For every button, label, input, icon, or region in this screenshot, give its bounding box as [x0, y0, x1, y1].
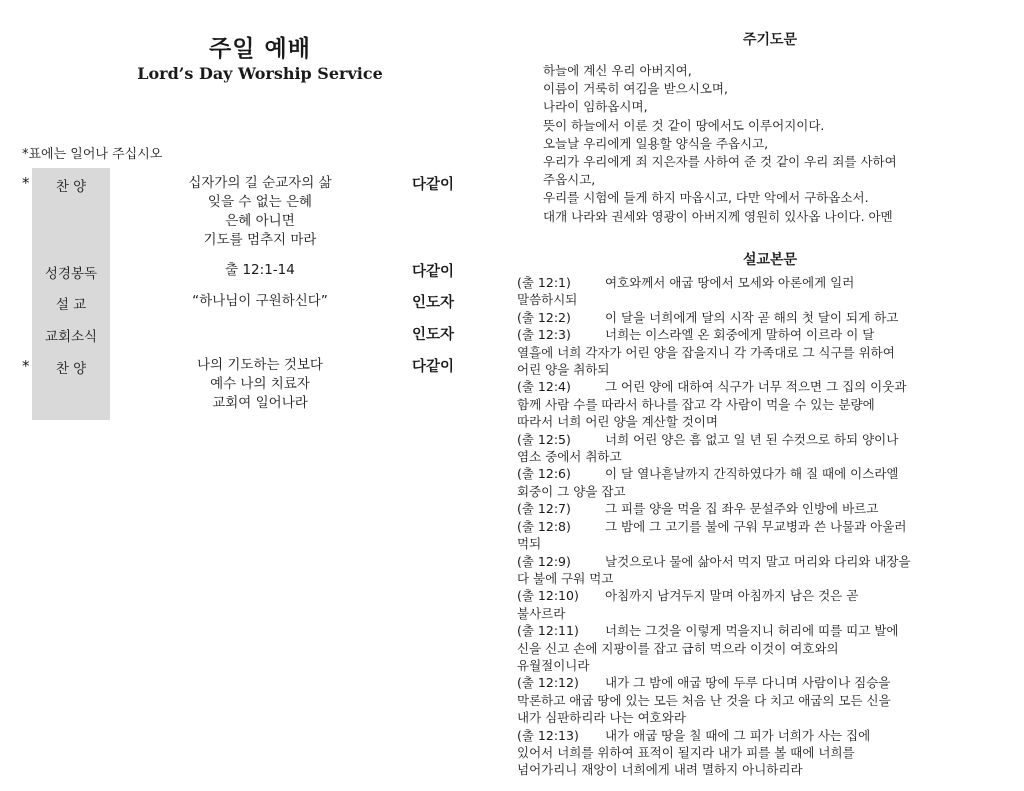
prayer-line: 하늘에 계신 우리 아버지여,	[543, 63, 692, 78]
verse-text: 말씀하시되	[517, 292, 578, 308]
verse-text: 먹되	[517, 536, 542, 552]
verse-line	[517, 291, 977, 308]
verse-line	[517, 448, 977, 465]
hymn-line: 기도를 멈추지 마라	[203, 232, 317, 248]
order-label: 찬 양	[55, 361, 87, 377]
prayer-text	[543, 62, 983, 226]
verse-text: 이 달을 너희에게 달의 시작 곧 해의 첫 달이 되게 하고	[605, 309, 899, 325]
verse-reference: (출 12:3)	[517, 327, 571, 343]
verse-text: 내가 심판하리라 나는 여호와라	[517, 710, 686, 726]
prayer-line: 나라이 임하옵시며,	[543, 99, 648, 115]
prayer-title: 주기도문	[742, 32, 798, 48]
verse-line	[517, 309, 977, 326]
verse-reference: (출 12:1)	[517, 275, 571, 290]
verse-line	[517, 483, 977, 500]
verse-reference: (출 12:13)	[517, 727, 579, 743]
prayer-line: 주옵시고,	[543, 172, 596, 188]
hymn-line: 나의 기도하는 것보다	[197, 357, 323, 373]
order-response: 다같이	[412, 264, 455, 280]
verse-line	[517, 518, 977, 535]
verse-text: 내가 그 밤에 애굽 땅에 두루 다니며 사람이나 짐승을	[605, 675, 891, 691]
order-label: 찬 양	[55, 179, 87, 195]
verse-line	[517, 465, 977, 482]
page-subtitle: Lord’s Day Worship Service	[137, 64, 383, 83]
verse-line	[517, 553, 977, 570]
verse-line	[517, 396, 977, 413]
prayer-line: 우리를 시험에 들게 하지 마옵시고, 다만 악에서 구하옵소서.	[543, 190, 869, 206]
verse-text: 열흘에 너희 각자가 어린 양을 잡을지니 각 가족대로 그 식구를 위하여	[517, 344, 895, 360]
order-label: 교회소식	[44, 329, 98, 345]
verse-text: 불사르라	[517, 605, 566, 621]
verse-text: 다 불에 구워 먹고	[517, 570, 614, 586]
verse-reference: (출 12:4)	[517, 379, 571, 395]
verse-line	[517, 378, 977, 395]
verse-line	[517, 361, 977, 378]
verse-line	[517, 570, 977, 587]
order-response: 다같이	[412, 177, 455, 193]
verse-text: 회중이 그 양을 잡고	[517, 483, 626, 499]
verse-line	[517, 727, 977, 744]
order-label: 설 교	[55, 297, 87, 313]
verse-reference: (출 12:7)	[517, 501, 571, 517]
standing-note: *표에는 일어나 주십시오	[22, 147, 163, 162]
verse-text: 함께 사람 수를 따라서 하나를 잡고 각 사람이 먹을 수 있는 분량에	[517, 396, 875, 412]
order-response: 인도자	[412, 295, 455, 311]
verse-reference: (출 12:5)	[517, 431, 571, 447]
standing-marker: *	[22, 357, 30, 375]
hymn-line: 교회여 일어나라	[212, 395, 308, 411]
verse-line	[517, 657, 977, 674]
verse-reference: (출 12:8)	[517, 518, 571, 534]
verse-text: 따라서 너희 어린 양을 계산할 것이며	[517, 414, 718, 430]
verse-text: 신을 신고 손에 지팡이를 잡고 급히 먹으라 이것이 여호와의	[517, 640, 839, 656]
verse-line	[517, 535, 977, 552]
verse-line	[517, 605, 977, 622]
verse-reference: (출 12:12)	[517, 675, 579, 691]
verse-line	[517, 413, 977, 430]
verse-line	[517, 431, 977, 448]
verse-line	[517, 587, 977, 604]
verse-text: 그 밤에 그 고기를 불에 구워 무교병과 쓴 나물과 아울러	[605, 518, 907, 534]
verse-reference: (출 12:11)	[517, 623, 579, 639]
verse-line	[517, 692, 977, 709]
verse-line	[517, 709, 977, 726]
verse-line	[517, 674, 977, 691]
verse-reference: (출 12:6)	[517, 466, 571, 482]
order-response: 다같이	[412, 359, 455, 375]
verse-text: 염소 중에서 취하고	[517, 449, 622, 465]
verse-line	[517, 326, 977, 343]
prayer-line: 뜻이 하늘에서 이룬 것 같이 땅에서도 이루어지이다.	[543, 117, 825, 133]
verse-text: 막론하고 애굽 땅에 있는 모든 처음 난 것을 다 치고 애굽의 모든 신을	[517, 692, 891, 708]
scripture-text	[517, 274, 977, 779]
verse-line	[517, 500, 977, 517]
standing-marker: *	[22, 174, 30, 192]
hymn-line: 예수 나의 치료자	[210, 376, 310, 392]
verse-text: 어린 양을 취하되	[517, 362, 610, 378]
prayer-line: 이름이 거룩히 여김을 받으시오며,	[543, 81, 728, 97]
page-title: 주일 예배	[209, 36, 311, 62]
verse-line	[517, 761, 977, 778]
order-label: 성경봉독	[44, 266, 98, 282]
sermon-title: “하나님이 구원하신다”	[192, 293, 328, 309]
verse-text: 이 달 열나흗날까지 간직하였다가 해 질 때에 이스라엘	[605, 466, 899, 482]
verse-line	[517, 744, 977, 761]
verse-text: 너희는 이스라엘 온 회중에게 말하여 이르라 이 달	[605, 327, 875, 343]
verse-reference: (출 12:2)	[517, 309, 571, 325]
verse-text: 그 피를 양을 먹을 집 좌우 문설주와 인방에 바르고	[605, 501, 879, 517]
prayer-line: 대개 나라와 권세와 영광이 아버지께 영원히 있사옵 나이다. 아멘	[543, 208, 893, 224]
hymn-line: 잊을 수 없는 은혜	[207, 194, 313, 210]
prayer-line: 오늘날 우리에게 일용할 양식을 주옵시고,	[543, 135, 769, 151]
verse-text: 아침까지 남겨두지 말며 아침까지 남은 것은 곧	[605, 588, 859, 604]
order-response: 인도자	[412, 327, 455, 343]
scripture-reference: 출 12:1-14	[225, 262, 295, 278]
verse-text: 너희 어린 양은 흠 없고 일 년 된 수컷으로 하되 양이나	[605, 431, 899, 447]
verse-text: 그 어린 양에 대하여 식구가 너무 적으면 그 집의 이웃과	[605, 379, 907, 395]
verse-reference: (출 12:10)	[517, 588, 579, 604]
prayer-line: 우리가 우리에게 죄 지은자를 사하여 준 것 같이 우리 죄를 사하여	[543, 154, 897, 170]
verse-text: 내가 애굽 땅을 칠 때에 그 피가 너희가 사는 집에	[605, 727, 871, 743]
verse-line	[517, 344, 977, 361]
order-content	[130, 174, 390, 250]
verse-text: 넘어가리니 재앙이 너희에게 내려 멸하지 아니하리라	[517, 762, 803, 778]
hymn-line: 십자가의 길 순교자의 삶	[188, 175, 332, 191]
verse-reference: (출 12:9)	[517, 553, 571, 569]
verse-text: 여호와께서 애굽 땅에서 모세와 아론에게 일러	[605, 275, 855, 290]
order-content	[130, 261, 390, 280]
order-content	[130, 356, 390, 413]
verse-text: 날것으로나 물에 삶아서 먹지 말고 머리와 다리와 내장을	[605, 553, 911, 569]
order-content	[130, 292, 390, 311]
verse-text: 있어서 너희를 위하여 표적이 될지라 내가 피를 볼 때에 너희를	[517, 744, 855, 760]
verse-text: 너희는 그것을 이렇게 먹을지니 허리에 띠를 띠고 발에	[605, 623, 899, 639]
verse-line	[517, 640, 977, 657]
verse-text: 유월절이니라	[517, 657, 590, 673]
verse-line	[517, 622, 977, 639]
verse-line	[517, 274, 977, 291]
scripture-title: 설교본문	[742, 252, 798, 268]
hymn-line: 은혜 아니면	[225, 213, 295, 229]
